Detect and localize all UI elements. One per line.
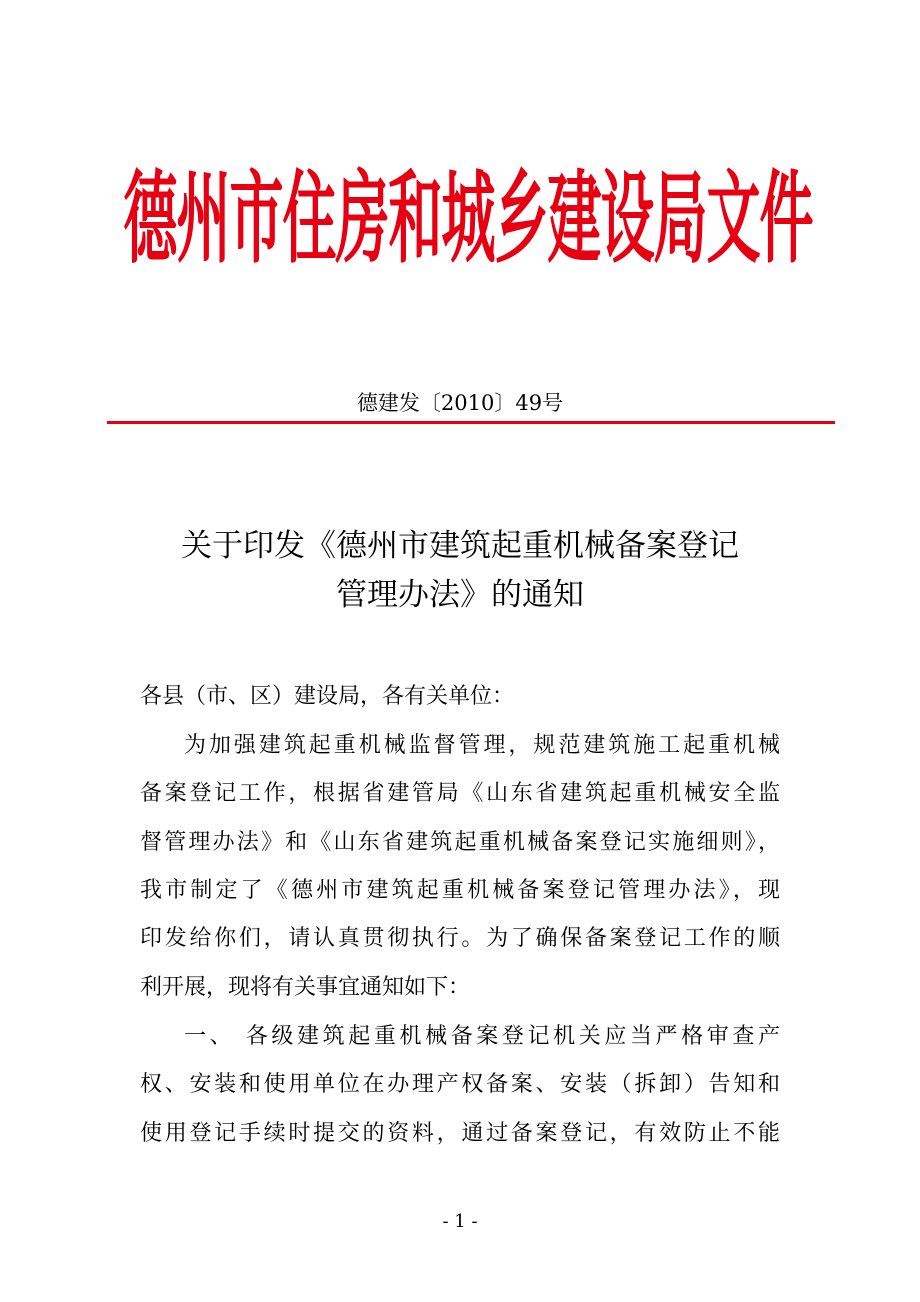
body-line: 使用登记手续时提交的资料，通过备案登记，有效防止不能 [140, 1121, 780, 1146]
body-line: 印发给你们，请认真贯彻执行。为了确保备案登记工作的顺 [140, 926, 780, 951]
red-divider [107, 421, 835, 424]
body-line: 为加强建筑起重机械监督管理，规范建筑施工起重机械 [184, 733, 780, 758]
body-line: 权、安装和使用单位在办理产权备案、安装（拆卸）告知和 [140, 1072, 780, 1097]
document-masthead [98, 160, 838, 280]
page-number: - 1 - [442, 1211, 478, 1232]
body-line: 督管理办法》和《山东省建筑起重机械备案登记实施细则》， [140, 830, 780, 855]
document-number: 德建发〔2010〕49号 [356, 391, 564, 415]
body-line: 我市制定了《德州市建筑起重机械备案登记管理办法》，现 [140, 878, 780, 903]
body-line: 备案登记工作，根据省建管局《山东省建筑起重机械安全监 [140, 781, 780, 806]
masthead-text: 德州市住房和城乡建设局文件 [123, 160, 813, 277]
body-line: 一、 各级建筑起重机械备案登记机关应当严格审查产 [184, 1024, 780, 1049]
salutation: 各县（市、区）建设局，各有关单位： [140, 684, 515, 709]
document-title-line-1: 关于印发《德州市建筑起重机械备案登记 [181, 528, 739, 564]
body-line: 利开展，现将有关事宜通知如下： [140, 975, 471, 1000]
document-title-line-2: 管理办法》的通知 [336, 577, 584, 613]
